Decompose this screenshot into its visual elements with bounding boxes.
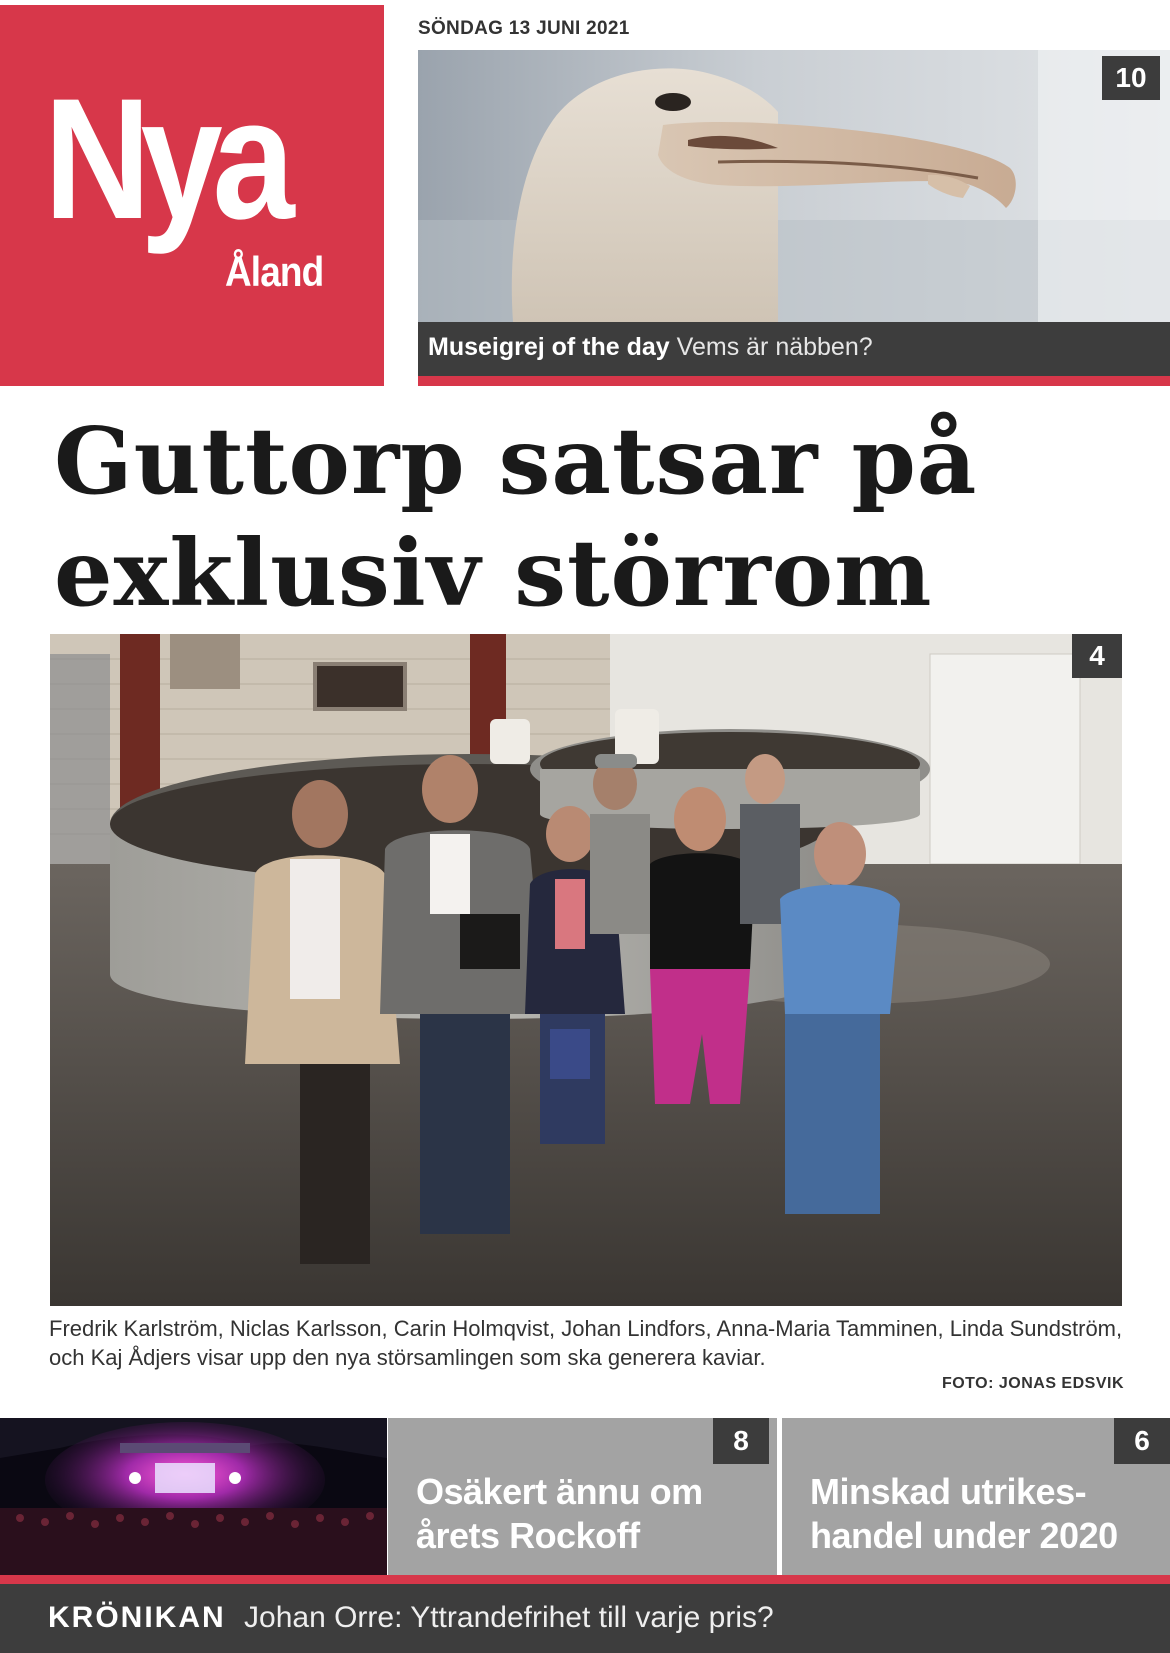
rockoff-teaser-title: Osäkert ännu om årets Rockoff xyxy=(416,1471,703,1556)
museum-teaser-text xyxy=(428,333,873,362)
column-teaser-text xyxy=(48,1601,774,1635)
albatross-illustration xyxy=(418,50,1170,322)
museum-teaser-title: Vems är näbben? xyxy=(676,333,873,361)
group-photo-fish-tanks[interactable] xyxy=(50,634,1122,1306)
group-photo-illustration xyxy=(50,634,1122,1306)
issue-date: SÖNDAG 13 JUNI 2021 xyxy=(418,18,630,39)
photo-credit: FOTO: JONAS EDSVIK xyxy=(941,1375,1124,1392)
museum-teaser-kicker: Museigrej of the day xyxy=(428,333,670,361)
albatross-head-photo[interactable] xyxy=(418,50,1170,322)
logo-wordmark: Nya xyxy=(44,63,285,255)
page-number-badge: 8 xyxy=(713,1418,769,1464)
trade-teaser[interactable] xyxy=(782,1418,1170,1575)
page-number-badge: 6 xyxy=(1114,1418,1170,1464)
logo-subtitle: Åland xyxy=(225,248,324,295)
page-number-badge: 10 xyxy=(1102,56,1160,100)
column-label: KRÖNIKAN xyxy=(48,1601,226,1634)
headline-line-2: exklusiv störrom xyxy=(54,519,933,627)
concert-photo[interactable] xyxy=(0,1418,387,1575)
photo-caption: Fredrik Karlström, Niclas Karlsson, Carin Holmqvist, Johan Lindfors, Anna-Maria Tamminen, Linda Sundström, och Kaj Ådjers visar upp den nya störsamlingen som ska generera kaviar. xyxy=(49,1316,1123,1370)
column-title: Johan Orre: Yttrandefrihet till varje pris? xyxy=(244,1601,774,1634)
page-number-badge: 4 xyxy=(1072,634,1122,678)
headline-line-1: Guttorp satsar på xyxy=(54,407,978,515)
main-headline[interactable] xyxy=(54,405,1154,629)
column-teaser-bar[interactable] xyxy=(0,1584,1170,1653)
masthead-logo[interactable] xyxy=(0,5,384,386)
rockoff-teaser[interactable] xyxy=(388,1418,777,1575)
concert-illustration xyxy=(0,1418,387,1575)
trade-teaser-title: Minskad utrikes-handel under 2020 xyxy=(810,1471,1118,1556)
red-divider xyxy=(0,1575,1170,1584)
museum-teaser-bar[interactable] xyxy=(418,322,1170,376)
red-divider xyxy=(418,376,1170,386)
